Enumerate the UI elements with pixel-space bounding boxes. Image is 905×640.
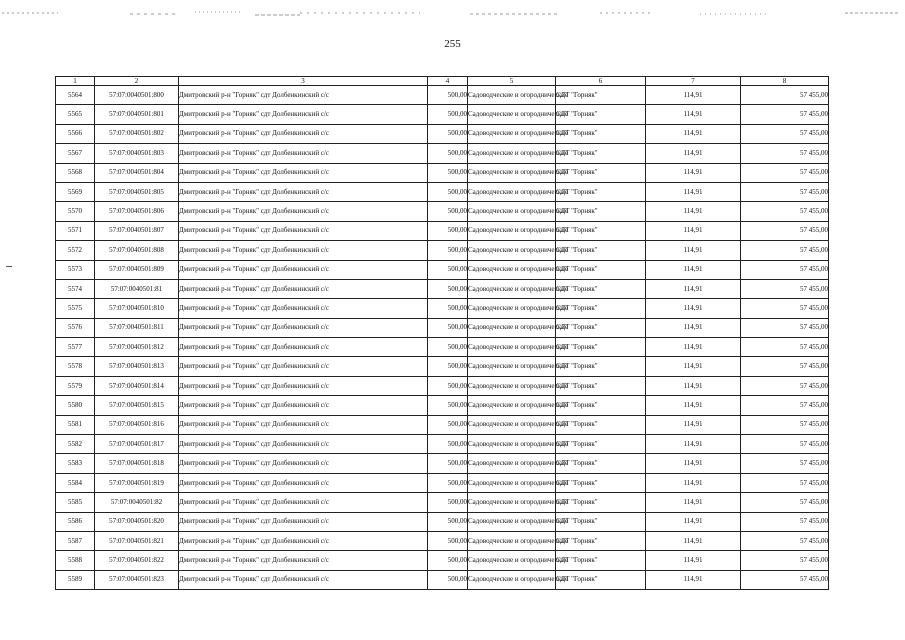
address-cell: Дмитровский р-н "Горняк" сдт Долбенкинский с/с <box>179 512 428 531</box>
cadastral-number-cell: 57:07:0040501:82 <box>95 493 179 512</box>
rate-cell: 114,91 <box>646 531 741 550</box>
area-cell: 500,00 <box>428 435 468 454</box>
address-cell: Дмитровский р-н "Горняк" сдт Долбенкинский с/с <box>179 570 428 589</box>
rate-cell: 114,91 <box>646 435 741 454</box>
address-cell: Дмитровский р-н "Горняк" сдт Долбенкинский с/с <box>179 260 428 279</box>
total-value-cell: 57 455,00 <box>741 570 829 589</box>
organization-cell: СДТ "Горняк" <box>556 493 646 512</box>
organization-cell: СДТ "Горняк" <box>556 182 646 201</box>
table-body <box>56 86 829 590</box>
organization-cell: СДТ "Горняк" <box>556 454 646 473</box>
area-cell: 500,00 <box>428 221 468 240</box>
table-row <box>56 163 829 182</box>
cadastral-number-cell: 57:07:0040501:818 <box>95 454 179 473</box>
cadastral-number-cell: 57:07:0040501:815 <box>95 396 179 415</box>
address-cell: Дмитровский р-н "Горняк" сдт Долбенкинский с/с <box>179 531 428 550</box>
row-number-cell: 5569 <box>56 182 95 201</box>
table-row <box>56 454 829 473</box>
table-row <box>56 318 829 337</box>
column-header: 1 <box>56 77 95 86</box>
total-value-cell: 57 455,00 <box>741 376 829 395</box>
land-use-cell: Садоводческие и огороднические <box>468 531 556 550</box>
cadastral-number-cell: 57:07:0040501:822 <box>95 551 179 570</box>
cadastral-number-cell: 57:07:0040501:809 <box>95 260 179 279</box>
total-value-cell: 57 455,00 <box>741 454 829 473</box>
rate-cell: 114,91 <box>646 454 741 473</box>
cadastral-number-cell: 57:07:0040501:806 <box>95 202 179 221</box>
row-number-cell: 5570 <box>56 202 95 221</box>
area-cell: 500,00 <box>428 338 468 357</box>
rate-cell: 114,91 <box>646 512 741 531</box>
land-use-cell: Садоводческие и огороднические <box>468 144 556 163</box>
total-value-cell: 57 455,00 <box>741 396 829 415</box>
organization-cell: СДТ "Горняк" <box>556 435 646 454</box>
column-header: 4 <box>428 77 468 86</box>
land-use-cell: Садоводческие и огороднические <box>468 318 556 337</box>
area-cell: 500,00 <box>428 241 468 260</box>
table-row <box>56 105 829 124</box>
address-cell: Дмитровский р-н "Горняк" сдт Долбенкинский с/с <box>179 551 428 570</box>
table-row <box>56 260 829 279</box>
organization-cell: СДТ "Горняк" <box>556 163 646 182</box>
row-number-cell: 5586 <box>56 512 95 531</box>
total-value-cell: 57 455,00 <box>741 260 829 279</box>
total-value-cell: 57 455,00 <box>741 493 829 512</box>
total-value-cell: 57 455,00 <box>741 221 829 240</box>
total-value-cell: 57 455,00 <box>741 182 829 201</box>
column-header: 3 <box>179 77 428 86</box>
rate-cell: 114,91 <box>646 493 741 512</box>
total-value-cell: 57 455,00 <box>741 144 829 163</box>
land-use-cell: Садоводческие и огороднические <box>468 570 556 589</box>
page-number: 255 <box>444 38 461 50</box>
area-cell: 500,00 <box>428 473 468 492</box>
rate-cell: 114,91 <box>646 473 741 492</box>
row-number-cell: 5585 <box>56 493 95 512</box>
area-cell: 500,00 <box>428 493 468 512</box>
address-cell: Дмитровский р-н "Горняк" сдт Долбенкинский с/с <box>179 318 428 337</box>
land-use-cell: Садоводческие и огороднические <box>468 396 556 415</box>
table-row <box>56 299 829 318</box>
organization-cell: СДТ "Горняк" <box>556 202 646 221</box>
land-use-cell: Садоводческие и огороднические <box>468 299 556 318</box>
cadastral-number-cell: 57:07:0040501:814 <box>95 376 179 395</box>
total-value-cell: 57 455,00 <box>741 357 829 376</box>
address-cell: Дмитровский р-н "Горняк" сдт Долбенкинский с/с <box>179 473 428 492</box>
table-row <box>56 357 829 376</box>
total-value-cell: 57 455,00 <box>741 279 829 298</box>
table-row <box>56 221 829 240</box>
cadastral-number-cell: 57:07:0040501:808 <box>95 241 179 260</box>
table-row <box>56 570 829 589</box>
address-cell: Дмитровский р-н "Горняк" сдт Долбенкинский с/с <box>179 182 428 201</box>
organization-cell: СДТ "Горняк" <box>556 318 646 337</box>
row-number-cell: 5583 <box>56 454 95 473</box>
area-cell: 500,00 <box>428 531 468 550</box>
address-cell: Дмитровский р-н "Горняк" сдт Долбенкинский с/с <box>179 124 428 143</box>
column-header: 6 <box>556 77 646 86</box>
land-use-cell: Садоводческие и огороднические <box>468 376 556 395</box>
row-number-cell: 5581 <box>56 415 95 434</box>
organization-cell: СДТ "Горняк" <box>556 551 646 570</box>
cadastral-number-cell: 57:07:0040501:823 <box>95 570 179 589</box>
area-cell: 500,00 <box>428 299 468 318</box>
area-cell: 500,00 <box>428 318 468 337</box>
land-use-cell: Садоводческие и огороднические <box>468 182 556 201</box>
address-cell: Дмитровский р-н "Горняк" сдт Долбенкинский с/с <box>179 279 428 298</box>
rate-cell: 114,91 <box>646 241 741 260</box>
land-use-cell: Садоводческие и огороднические <box>468 338 556 357</box>
area-cell: 500,00 <box>428 454 468 473</box>
area-cell: 500,00 <box>428 202 468 221</box>
row-number-cell: 5574 <box>56 279 95 298</box>
address-cell: Дмитровский р-н "Горняк" сдт Долбенкинский с/с <box>179 105 428 124</box>
table-row <box>56 551 829 570</box>
cadastral-number-cell: 57:07:0040501:813 <box>95 357 179 376</box>
row-number-cell: 5571 <box>56 221 95 240</box>
table-row <box>56 338 829 357</box>
table-row <box>56 124 829 143</box>
address-cell: Дмитровский р-н "Горняк" сдт Долбенкинский с/с <box>179 396 428 415</box>
rate-cell: 114,91 <box>646 415 741 434</box>
area-cell: 500,00 <box>428 260 468 279</box>
organization-cell: СДТ "Горняк" <box>556 396 646 415</box>
cadastral-number-cell: 57:07:0040501:812 <box>95 338 179 357</box>
cadastral-number-cell: 57:07:0040501:816 <box>95 415 179 434</box>
table-row <box>56 473 829 492</box>
cadastral-number-cell: 57:07:0040501:800 <box>95 86 179 105</box>
table-row <box>56 241 829 260</box>
rate-cell: 114,91 <box>646 396 741 415</box>
organization-cell: СДТ "Горняк" <box>556 86 646 105</box>
area-cell: 500,00 <box>428 570 468 589</box>
cadastral-number-cell: 57:07:0040501:802 <box>95 124 179 143</box>
rate-cell: 114,91 <box>646 105 741 124</box>
area-cell: 500,00 <box>428 124 468 143</box>
row-number-cell: 5577 <box>56 338 95 357</box>
column-header: 8 <box>741 77 829 86</box>
area-cell: 500,00 <box>428 279 468 298</box>
total-value-cell: 57 455,00 <box>741 318 829 337</box>
organization-cell: СДТ "Горняк" <box>556 241 646 260</box>
column-header: 7 <box>646 77 741 86</box>
address-cell: Дмитровский р-н "Горняк" сдт Долбенкинский с/с <box>179 202 428 221</box>
row-number-cell: 5572 <box>56 241 95 260</box>
cadastral-number-cell: 57:07:0040501:804 <box>95 163 179 182</box>
organization-cell: СДТ "Горняк" <box>556 299 646 318</box>
land-use-cell: Садоводческие и огороднические <box>468 241 556 260</box>
total-value-cell: 57 455,00 <box>741 124 829 143</box>
organization-cell: СДТ "Горняк" <box>556 473 646 492</box>
land-use-cell: Садоводческие и огороднические <box>468 357 556 376</box>
address-cell: Дмитровский р-н "Горняк" сдт Долбенкинский с/с <box>179 376 428 395</box>
total-value-cell: 57 455,00 <box>741 86 829 105</box>
rate-cell: 114,91 <box>646 376 741 395</box>
address-cell: Дмитровский р-н "Горняк" сдт Долбенкинский с/с <box>179 435 428 454</box>
land-use-cell: Садоводческие и огороднические <box>468 551 556 570</box>
table-row <box>56 493 829 512</box>
rate-cell: 114,91 <box>646 86 741 105</box>
rate-cell: 114,91 <box>646 182 741 201</box>
rate-cell: 114,91 <box>646 221 741 240</box>
land-use-cell: Садоводческие и огороднические <box>468 202 556 221</box>
address-cell: Дмитровский р-н "Горняк" сдт Долбенкинский с/с <box>179 163 428 182</box>
organization-cell: СДТ "Горняк" <box>556 531 646 550</box>
address-cell: Дмитровский р-н "Горняк" сдт Долбенкинский с/с <box>179 241 428 260</box>
address-cell: Дмитровский р-н "Горняк" сдт Долбенкинский с/с <box>179 454 428 473</box>
organization-cell: СДТ "Горняк" <box>556 357 646 376</box>
table-row <box>56 415 829 434</box>
organization-cell: СДТ "Горняк" <box>556 338 646 357</box>
area-cell: 500,00 <box>428 551 468 570</box>
land-use-cell: Садоводческие и огороднические <box>468 279 556 298</box>
table-row <box>56 144 829 163</box>
organization-cell: СДТ "Горняк" <box>556 376 646 395</box>
rate-cell: 114,91 <box>646 163 741 182</box>
total-value-cell: 57 455,00 <box>741 105 829 124</box>
row-number-cell: 5576 <box>56 318 95 337</box>
area-cell: 500,00 <box>428 105 468 124</box>
column-number-row <box>56 77 829 86</box>
row-number-cell: 5578 <box>56 357 95 376</box>
table-row <box>56 182 829 201</box>
row-number-cell: 5588 <box>56 551 95 570</box>
address-cell: Дмитровский р-н "Горняк" сдт Долбенкинский с/с <box>179 299 428 318</box>
table-row <box>56 376 829 395</box>
rate-cell: 114,91 <box>646 299 741 318</box>
table-row <box>56 531 829 550</box>
area-cell: 500,00 <box>428 512 468 531</box>
rate-cell: 114,91 <box>646 279 741 298</box>
rate-cell: 114,91 <box>646 144 741 163</box>
land-use-cell: Садоводческие и огороднические <box>468 473 556 492</box>
rate-cell: 114,91 <box>646 338 741 357</box>
table-row <box>56 512 829 531</box>
area-cell: 500,00 <box>428 86 468 105</box>
row-number-cell: 5568 <box>56 163 95 182</box>
organization-cell: СДТ "Горняк" <box>556 512 646 531</box>
cadastral-number-cell: 57:07:0040501:81 <box>95 279 179 298</box>
rate-cell: 114,91 <box>646 357 741 376</box>
total-value-cell: 57 455,00 <box>741 512 829 531</box>
address-cell: Дмитровский р-н "Горняк" сдт Долбенкинский с/с <box>179 338 428 357</box>
rate-cell: 114,91 <box>646 124 741 143</box>
area-cell: 500,00 <box>428 163 468 182</box>
address-cell: Дмитровский р-н "Горняк" сдт Долбенкинский с/с <box>179 144 428 163</box>
total-value-cell: 57 455,00 <box>741 202 829 221</box>
organization-cell: СДТ "Горняк" <box>556 415 646 434</box>
land-registry-table <box>55 76 829 590</box>
cadastral-number-cell: 57:07:0040501:807 <box>95 221 179 240</box>
organization-cell: СДТ "Горняк" <box>556 570 646 589</box>
cadastral-number-cell: 57:07:0040501:819 <box>95 473 179 492</box>
total-value-cell: 57 455,00 <box>741 415 829 434</box>
row-number-cell: 5587 <box>56 531 95 550</box>
total-value-cell: 57 455,00 <box>741 551 829 570</box>
rate-cell: 114,91 <box>646 551 741 570</box>
address-cell: Дмитровский р-н "Горняк" сдт Долбенкинский с/с <box>179 221 428 240</box>
address-cell: Дмитровский р-н "Горняк" сдт Долбенкинский с/с <box>179 493 428 512</box>
rate-cell: 114,91 <box>646 570 741 589</box>
land-use-cell: Садоводческие и огороднические <box>468 124 556 143</box>
row-number-cell: 5589 <box>56 570 95 589</box>
row-number-cell: 5564 <box>56 86 95 105</box>
address-cell: Дмитровский р-н "Горняк" сдт Долбенкинский с/с <box>179 357 428 376</box>
table-row <box>56 202 829 221</box>
area-cell: 500,00 <box>428 182 468 201</box>
rate-cell: 114,91 <box>646 318 741 337</box>
table-row <box>56 435 829 454</box>
column-header: 2 <box>95 77 179 86</box>
rate-cell: 114,91 <box>646 260 741 279</box>
cadastral-number-cell: 57:07:0040501:820 <box>95 512 179 531</box>
organization-cell: СДТ "Горняк" <box>556 144 646 163</box>
organization-cell: СДТ "Горняк" <box>556 124 646 143</box>
cadastral-number-cell: 57:07:0040501:805 <box>95 182 179 201</box>
total-value-cell: 57 455,00 <box>741 299 829 318</box>
table-row <box>56 396 829 415</box>
cadastral-number-cell: 57:07:0040501:801 <box>95 105 179 124</box>
land-use-cell: Садоводческие и огороднические <box>468 163 556 182</box>
row-number-cell: 5580 <box>56 396 95 415</box>
total-value-cell: 57 455,00 <box>741 531 829 550</box>
row-number-cell: 5584 <box>56 473 95 492</box>
land-use-cell: Садоводческие и огороднические <box>468 105 556 124</box>
scan-artifact-mark <box>6 266 12 267</box>
total-value-cell: 57 455,00 <box>741 473 829 492</box>
land-use-cell: Садоводческие и огороднические <box>468 260 556 279</box>
row-number-cell: 5582 <box>56 435 95 454</box>
cadastral-number-cell: 57:07:0040501:803 <box>95 144 179 163</box>
cadastral-number-cell: 57:07:0040501:810 <box>95 299 179 318</box>
land-use-cell: Садоводческие и огороднические <box>468 221 556 240</box>
area-cell: 500,00 <box>428 376 468 395</box>
cadastral-number-cell: 57:07:0040501:817 <box>95 435 179 454</box>
cadastral-number-cell: 57:07:0040501:811 <box>95 318 179 337</box>
area-cell: 500,00 <box>428 396 468 415</box>
area-cell: 500,00 <box>428 415 468 434</box>
column-header: 5 <box>468 77 556 86</box>
row-number-cell: 5575 <box>56 299 95 318</box>
row-number-cell: 5573 <box>56 260 95 279</box>
total-value-cell: 57 455,00 <box>741 241 829 260</box>
area-cell: 500,00 <box>428 144 468 163</box>
total-value-cell: 57 455,00 <box>741 435 829 454</box>
address-cell: Дмитровский р-н "Горняк" сдт Долбенкинский с/с <box>179 86 428 105</box>
scan-artifact-strip <box>0 10 905 18</box>
area-cell: 500,00 <box>428 357 468 376</box>
row-number-cell: 5579 <box>56 376 95 395</box>
land-use-cell: Садоводческие и огороднические <box>468 512 556 531</box>
land-use-cell: Садоводческие и огороднические <box>468 435 556 454</box>
land-use-cell: Садоводческие и огороднические <box>468 493 556 512</box>
row-number-cell: 5566 <box>56 124 95 143</box>
rate-cell: 114,91 <box>646 202 741 221</box>
address-cell: Дмитровский р-н "Горняк" сдт Долбенкинский с/с <box>179 415 428 434</box>
organization-cell: СДТ "Горняк" <box>556 221 646 240</box>
cadastral-number-cell: 57:07:0040501:821 <box>95 531 179 550</box>
organization-cell: СДТ "Горняк" <box>556 279 646 298</box>
row-number-cell: 5565 <box>56 105 95 124</box>
row-number-cell: 5567 <box>56 144 95 163</box>
land-use-cell: Садоводческие и огороднические <box>468 415 556 434</box>
total-value-cell: 57 455,00 <box>741 163 829 182</box>
organization-cell: СДТ "Горняк" <box>556 105 646 124</box>
total-value-cell: 57 455,00 <box>741 338 829 357</box>
land-use-cell: Садоводческие и огороднические <box>468 86 556 105</box>
organization-cell: СДТ "Горняк" <box>556 260 646 279</box>
land-use-cell: Садоводческие и огороднические <box>468 454 556 473</box>
table-row <box>56 86 829 105</box>
table-row <box>56 279 829 298</box>
